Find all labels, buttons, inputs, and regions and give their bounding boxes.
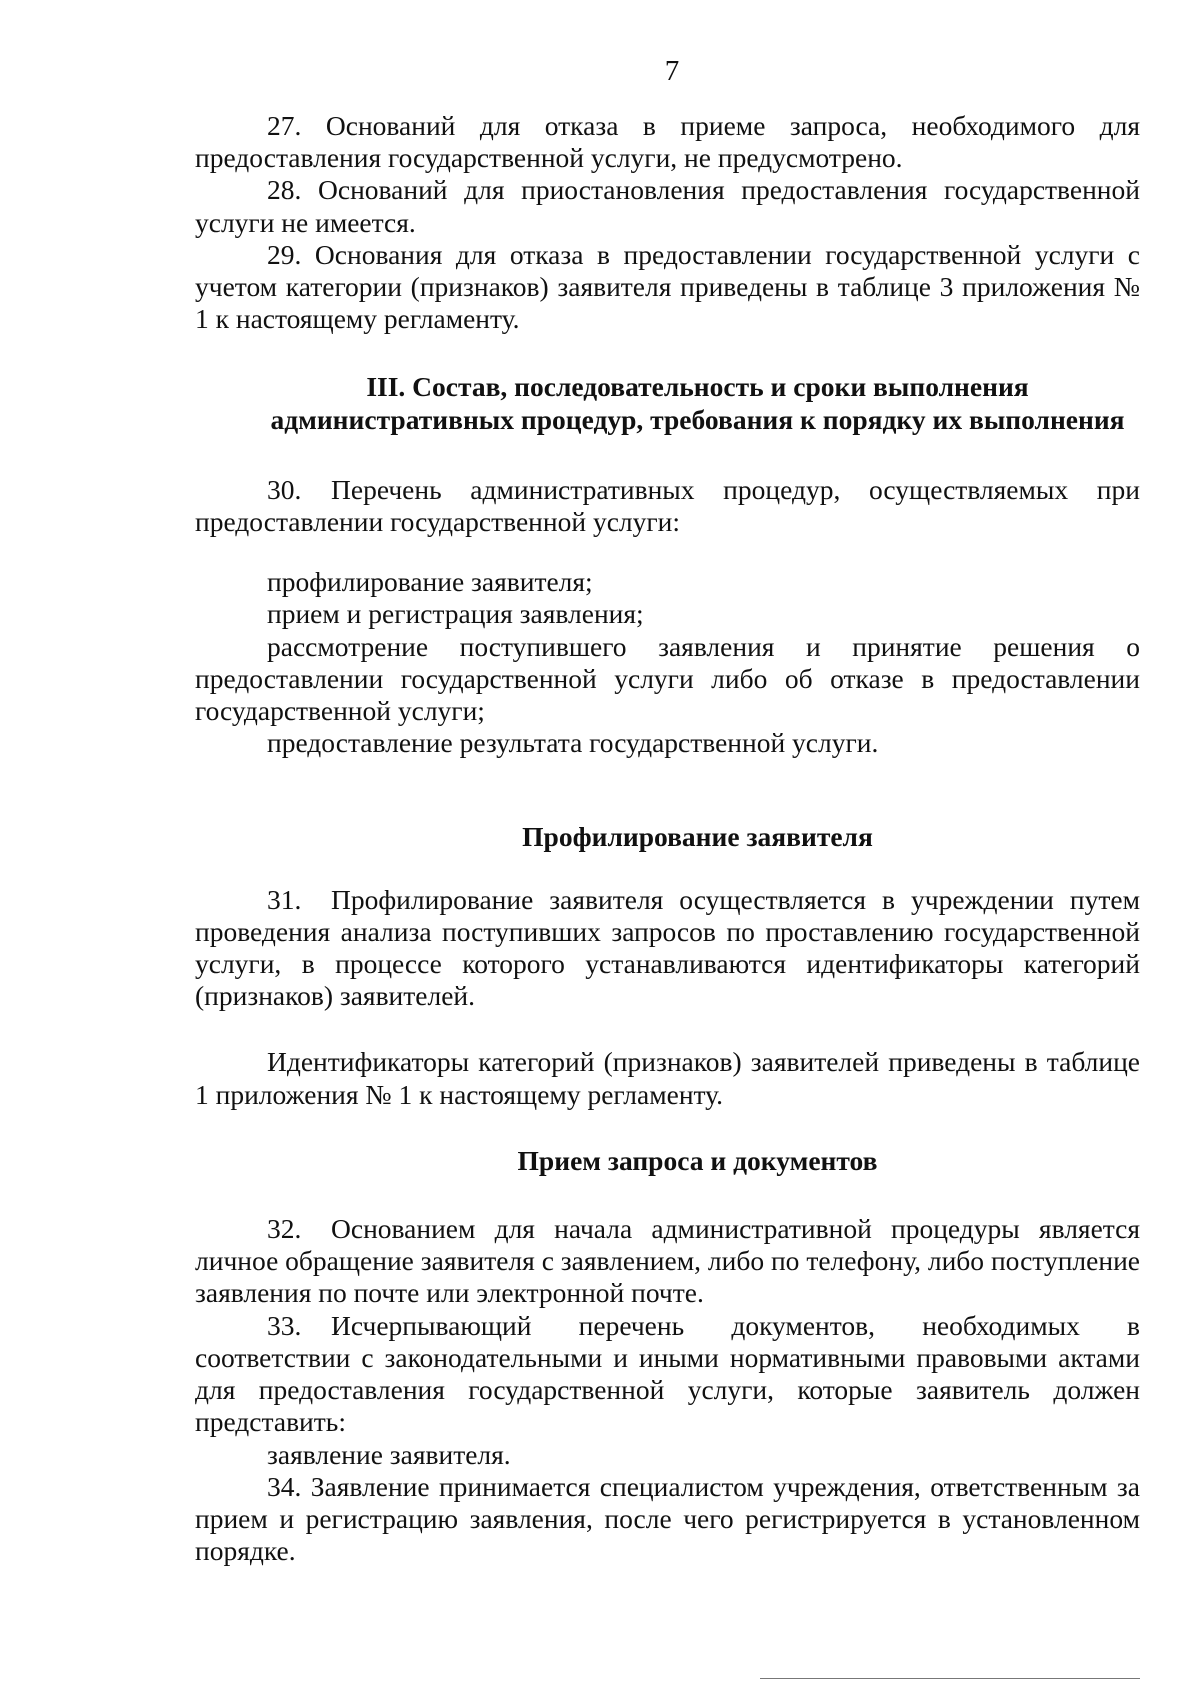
paragraph-number: 31. (267, 883, 302, 915)
paragraph-34: 34. Заявление принимается специалистом учреждения, ответственным за прием и регистрацию заявления, после чего регистрируется в установленном порядке. (195, 1470, 1140, 1567)
footer-divider (760, 1678, 1140, 1679)
document-body (195, 110, 1140, 1567)
paragraph-text: Исчерпывающий перечень документов, необходимых в соответствии с законодательными и иными нормативными правовыми актами для предоставления государственной услуги, которые заявитель должен представить: (195, 1309, 1140, 1438)
paragraph-text: Основанием для начала административной процедуры является личное обращение заявителя с заявлением, либо по телефону, либо поступление заявления по почте или электронной почте. (195, 1213, 1140, 1309)
section-heading-3: III. Состав, последовательность и сроки выполнения административных процедур, требования к порядку их выполнения (270, 371, 1125, 435)
paragraph-number: 33. (267, 1309, 302, 1341)
subsection-heading-reception: Прием запроса и документов (517, 1144, 878, 1176)
paragraph-31-note: Идентификаторы категорий (признаков) заявителей приведены в таблице 1 приложения № 1 к настоящему регламенту. (195, 1046, 1140, 1110)
list-item: рассмотрение поступившего заявления и принятие решения о предоставлении государственной услуги либо об отказе в предоставлении государственной услуги; (195, 630, 1140, 727)
paragraph-text: Профилирование заявителя осуществляется в учреждении путем проведения анализа поступивших запросов по проставлению государственной услуги, в процессе которого устанавливаются идентификаторы категорий (признаков) заявителей. (195, 883, 1140, 1012)
page-number: 7 (664, 55, 680, 87)
procedures-list (195, 566, 1140, 759)
paragraph-29: 29. Основания для отказа в предоставлении государственной услуги с учетом категории (признаков) заявителя приведены в таблице 3 приложения № 1 к настоящему регламенту. (195, 238, 1140, 335)
paragraph-number: 32. (267, 1213, 302, 1245)
paragraph-number: 30. (267, 473, 302, 505)
paragraph-33 (195, 1310, 1140, 1439)
paragraph-27: 27. Оснований для отказа в приеме запроса, необходимого для предоставления государственной услуги, не предусмотрено. (195, 110, 1140, 174)
paragraph-32 (195, 1213, 1140, 1310)
list-item: прием и регистрация заявления; (267, 598, 644, 630)
list-item: профилирование заявителя; (267, 566, 593, 598)
paragraph-28: 28. Оснований для приостановления предоставления государственной услуги не имеется. (195, 174, 1140, 238)
paragraph-31 (195, 884, 1140, 1013)
subsection-heading-profiling: Профилирование заявителя (522, 821, 873, 853)
list-item: заявление заявителя. (267, 1438, 511, 1470)
paragraph-30 (195, 474, 1140, 538)
list-item: предоставление результата государственной услуги. (267, 727, 879, 759)
paragraph-text: Перечень административных процедур, осуществляемых при предоставлении государственной услуги: (195, 473, 1140, 538)
